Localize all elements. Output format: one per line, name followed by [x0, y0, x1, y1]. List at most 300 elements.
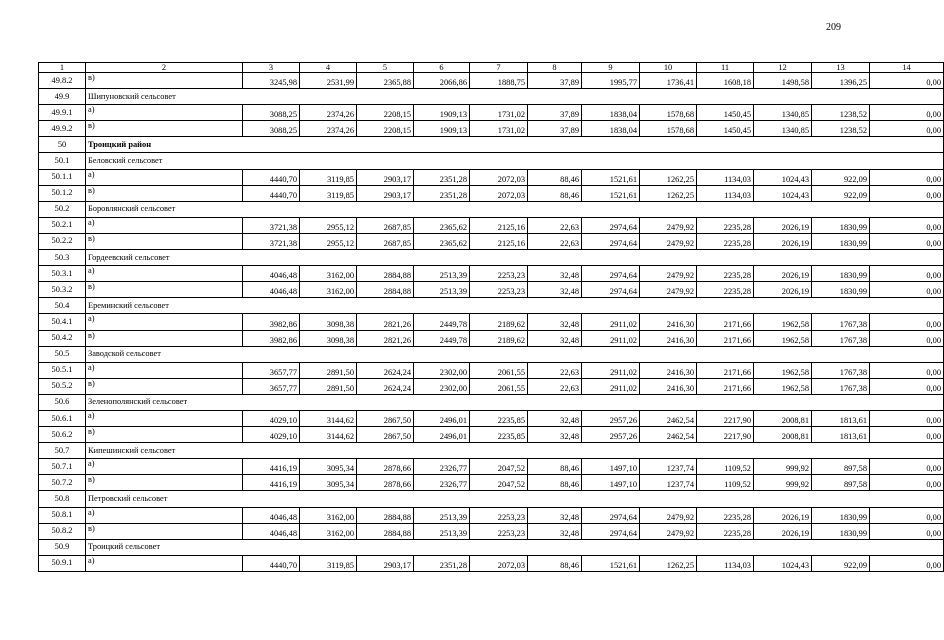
column-number: 9	[582, 63, 640, 73]
value-cell: 2462,54	[640, 410, 697, 426]
value-cell: 3098,38	[300, 330, 357, 346]
district-row	[39, 137, 944, 153]
value-cell: 2867,50	[357, 427, 414, 443]
row-code: 50.4.2	[39, 330, 86, 346]
value-cell: 2496,01	[414, 427, 470, 443]
value-cell: 2235,28	[697, 523, 754, 539]
row-label: а)	[86, 362, 243, 378]
value-cell: 1767,38	[812, 330, 870, 346]
value-cell: 2974,64	[582, 266, 640, 282]
row-code: 49.9	[39, 89, 86, 105]
value-cell: 1109,52	[697, 475, 754, 491]
value-cell: 2891,50	[300, 362, 357, 378]
table-body	[39, 63, 944, 572]
value-cell: 4440,70	[243, 169, 300, 185]
value-cell: 1830,99	[812, 217, 870, 233]
value-cell: 2884,88	[357, 523, 414, 539]
table-row	[39, 523, 944, 539]
value-cell: 2955,12	[300, 233, 357, 249]
value-cell: 2955,12	[300, 217, 357, 233]
value-cell: 2235,28	[697, 266, 754, 282]
council-title: Шипуновский сельсовет	[86, 89, 944, 105]
value-cell: 2208,15	[357, 121, 414, 137]
value-cell: 3162,00	[300, 523, 357, 539]
value-cell: 2903,17	[357, 169, 414, 185]
value-cell: 2462,54	[640, 427, 697, 443]
value-cell: 4416,19	[243, 459, 300, 475]
value-cell: 2479,92	[640, 217, 697, 233]
value-cell: 0,00	[870, 169, 944, 185]
row-code: 50.5.1	[39, 362, 86, 378]
value-cell: 1909,13	[414, 105, 470, 121]
row-code: 50.7.1	[39, 459, 86, 475]
value-cell: 3144,62	[300, 410, 357, 426]
table-row	[39, 121, 944, 137]
value-cell: 4046,48	[243, 523, 300, 539]
value-cell: 1237,74	[640, 459, 697, 475]
value-cell: 2513,39	[414, 507, 470, 523]
council-title: Боровлянский сельсовет	[86, 201, 944, 217]
row-code: 50.1.2	[39, 185, 86, 201]
value-cell: 32,48	[528, 314, 582, 330]
row-code: 50.3.1	[39, 266, 86, 282]
value-cell: 2884,88	[357, 507, 414, 523]
value-cell: 2026,19	[754, 282, 812, 298]
council-title: Троицкий сельсовет	[86, 539, 944, 555]
value-cell: 2326,77	[414, 475, 470, 491]
value-cell: 2416,30	[640, 362, 697, 378]
council-title: Беловский сельсовет	[86, 153, 944, 169]
row-label: в)	[86, 523, 243, 539]
value-cell: 3982,86	[243, 314, 300, 330]
value-cell: 1238,52	[812, 105, 870, 121]
value-cell: 1262,25	[640, 169, 697, 185]
value-cell: 88,46	[528, 555, 582, 571]
row-code: 49.9.2	[39, 121, 86, 137]
council-row	[39, 346, 944, 362]
value-cell: 4046,48	[243, 282, 300, 298]
value-cell: 2911,02	[582, 362, 640, 378]
row-code: 50.2.1	[39, 217, 86, 233]
value-cell: 1024,43	[754, 555, 812, 571]
value-cell: 32,48	[528, 330, 582, 346]
value-cell: 1134,03	[697, 169, 754, 185]
value-cell: 2072,03	[470, 185, 528, 201]
value-cell: 2351,28	[414, 555, 470, 571]
value-cell: 1262,25	[640, 555, 697, 571]
row-code: 50.8.2	[39, 523, 86, 539]
value-cell: 1498,58	[754, 73, 812, 89]
row-label: в)	[86, 330, 243, 346]
value-cell: 2235,28	[697, 282, 754, 298]
value-cell: 897,58	[812, 459, 870, 475]
value-cell: 922,09	[812, 169, 870, 185]
value-cell: 3119,85	[300, 185, 357, 201]
value-cell: 3095,34	[300, 459, 357, 475]
value-cell: 0,00	[870, 217, 944, 233]
council-row	[39, 153, 944, 169]
value-cell: 1521,61	[582, 169, 640, 185]
value-cell: 1813,61	[812, 427, 870, 443]
value-cell: 2479,92	[640, 282, 697, 298]
value-cell: 2189,62	[470, 314, 528, 330]
value-cell: 88,46	[528, 459, 582, 475]
column-number: 10	[640, 63, 697, 73]
value-cell: 1995,77	[582, 73, 640, 89]
value-cell: 2072,03	[470, 169, 528, 185]
value-cell: 2047,52	[470, 475, 528, 491]
value-cell: 2026,19	[754, 507, 812, 523]
value-cell: 2066,86	[414, 73, 470, 89]
table-row	[39, 330, 944, 346]
row-code: 50.9.1	[39, 555, 86, 571]
column-number: 8	[528, 63, 582, 73]
value-cell: 0,00	[870, 427, 944, 443]
value-cell: 1838,04	[582, 105, 640, 121]
value-cell: 1024,43	[754, 169, 812, 185]
value-cell: 0,00	[870, 523, 944, 539]
value-cell: 2513,39	[414, 282, 470, 298]
row-code: 50.2.2	[39, 233, 86, 249]
value-cell: 1237,74	[640, 475, 697, 491]
value-cell: 0,00	[870, 73, 944, 89]
value-cell: 1450,45	[697, 121, 754, 137]
value-cell: 1262,25	[640, 185, 697, 201]
table-row	[39, 217, 944, 233]
council-row	[39, 539, 944, 555]
value-cell: 1888,75	[470, 73, 528, 89]
tariff-table	[38, 62, 944, 572]
value-cell: 37,89	[528, 105, 582, 121]
value-cell: 32,48	[528, 282, 582, 298]
value-cell: 1830,99	[812, 266, 870, 282]
value-cell: 2416,30	[640, 378, 697, 394]
value-cell: 37,89	[528, 73, 582, 89]
row-label: а)	[86, 105, 243, 121]
value-cell: 0,00	[870, 459, 944, 475]
row-code: 50.1	[39, 153, 86, 169]
value-cell: 88,46	[528, 475, 582, 491]
value-cell: 2884,88	[357, 266, 414, 282]
value-cell: 2171,66	[697, 378, 754, 394]
value-cell: 3098,38	[300, 314, 357, 330]
value-cell: 2026,19	[754, 266, 812, 282]
row-code: 50.6.2	[39, 427, 86, 443]
row-label: в)	[86, 282, 243, 298]
value-cell: 2531,99	[300, 73, 357, 89]
district-title: Троицкий район	[86, 137, 944, 153]
value-cell: 1521,61	[582, 555, 640, 571]
value-cell: 922,09	[812, 185, 870, 201]
value-cell: 88,46	[528, 169, 582, 185]
table-row	[39, 459, 944, 475]
value-cell: 2217,90	[697, 427, 754, 443]
value-cell: 2479,92	[640, 507, 697, 523]
row-label: а)	[86, 217, 243, 233]
column-number: 12	[754, 63, 812, 73]
value-cell: 2911,02	[582, 314, 640, 330]
value-cell: 0,00	[870, 105, 944, 121]
value-cell: 1109,52	[697, 459, 754, 475]
value-cell: 2878,66	[357, 459, 414, 475]
value-cell: 3657,77	[243, 378, 300, 394]
row-code: 50.3.2	[39, 282, 86, 298]
value-cell: 2253,23	[470, 282, 528, 298]
value-cell: 2911,02	[582, 330, 640, 346]
value-cell: 1962,58	[754, 378, 812, 394]
column-number: 4	[300, 63, 357, 73]
council-row	[39, 201, 944, 217]
value-cell: 1608,18	[697, 73, 754, 89]
value-cell: 2974,64	[582, 282, 640, 298]
table-header-row	[39, 63, 944, 73]
council-row	[39, 491, 944, 507]
table-row	[39, 282, 944, 298]
table-row	[39, 555, 944, 571]
value-cell: 3095,34	[300, 475, 357, 491]
value-cell: 88,46	[528, 185, 582, 201]
column-number: 14	[870, 63, 944, 73]
value-cell: 3162,00	[300, 266, 357, 282]
value-cell: 3721,38	[243, 233, 300, 249]
value-cell: 2026,19	[754, 217, 812, 233]
value-cell: 2026,19	[754, 523, 812, 539]
row-label: в)	[86, 121, 243, 137]
value-cell: 2302,00	[414, 378, 470, 394]
value-cell: 3982,86	[243, 330, 300, 346]
table-row	[39, 378, 944, 394]
row-label: в)	[86, 378, 243, 394]
value-cell: 1238,52	[812, 121, 870, 137]
value-cell: 2235,28	[697, 217, 754, 233]
column-number: 1	[39, 63, 86, 73]
value-cell: 2821,26	[357, 330, 414, 346]
value-cell: 2351,28	[414, 185, 470, 201]
value-cell: 4029,10	[243, 427, 300, 443]
table-row	[39, 410, 944, 426]
value-cell: 0,00	[870, 410, 944, 426]
value-cell: 2687,85	[357, 217, 414, 233]
column-number: 5	[357, 63, 414, 73]
value-cell: 1731,02	[470, 105, 528, 121]
value-cell: 1767,38	[812, 314, 870, 330]
value-cell: 4416,19	[243, 475, 300, 491]
row-code: 50.6.1	[39, 410, 86, 426]
value-cell: 1024,43	[754, 185, 812, 201]
row-label: а)	[86, 507, 243, 523]
table-row	[39, 169, 944, 185]
value-cell: 2365,88	[357, 73, 414, 89]
value-cell: 22,63	[528, 217, 582, 233]
value-cell: 2253,23	[470, 266, 528, 282]
value-cell: 2072,03	[470, 555, 528, 571]
value-cell: 2026,19	[754, 233, 812, 249]
value-cell: 0,00	[870, 378, 944, 394]
row-code: 50.2	[39, 201, 86, 217]
value-cell: 0,00	[870, 185, 944, 201]
row-code: 49.8.2	[39, 73, 86, 89]
value-cell: 1450,45	[697, 105, 754, 121]
table-row	[39, 427, 944, 443]
value-cell: 4440,70	[243, 185, 300, 201]
column-number: 13	[812, 63, 870, 73]
value-cell: 2235,85	[470, 410, 528, 426]
value-cell: 2235,28	[697, 233, 754, 249]
value-cell: 0,00	[870, 233, 944, 249]
row-label: в)	[86, 185, 243, 201]
value-cell: 2878,66	[357, 475, 414, 491]
value-cell: 37,89	[528, 121, 582, 137]
value-cell: 2513,39	[414, 266, 470, 282]
value-cell: 2253,23	[470, 507, 528, 523]
table-row	[39, 266, 944, 282]
value-cell: 2008,81	[754, 427, 812, 443]
value-cell: 2125,16	[470, 217, 528, 233]
value-cell: 0,00	[870, 330, 944, 346]
value-cell: 2008,81	[754, 410, 812, 426]
value-cell: 1396,25	[812, 73, 870, 89]
value-cell: 0,00	[870, 475, 944, 491]
value-cell: 4046,48	[243, 507, 300, 523]
row-label: а)	[86, 314, 243, 330]
row-label: в)	[86, 427, 243, 443]
row-code: 50.1.1	[39, 169, 86, 185]
value-cell: 2479,92	[640, 233, 697, 249]
page-number: 209	[826, 22, 841, 33]
value-cell: 1830,99	[812, 233, 870, 249]
value-cell: 897,58	[812, 475, 870, 491]
column-number: 6	[414, 63, 470, 73]
value-cell: 2061,55	[470, 378, 528, 394]
council-row	[39, 298, 944, 314]
value-cell: 4046,48	[243, 266, 300, 282]
value-cell: 1830,99	[812, 523, 870, 539]
value-cell: 2047,52	[470, 459, 528, 475]
council-row	[39, 250, 944, 266]
value-cell: 3721,38	[243, 217, 300, 233]
value-cell: 3119,85	[300, 555, 357, 571]
value-cell: 999,92	[754, 475, 812, 491]
value-cell: 2957,26	[582, 410, 640, 426]
value-cell: 2217,90	[697, 410, 754, 426]
value-cell: 2974,64	[582, 217, 640, 233]
value-cell: 2125,16	[470, 233, 528, 249]
table-row	[39, 475, 944, 491]
value-cell: 1731,02	[470, 121, 528, 137]
value-cell: 2302,00	[414, 362, 470, 378]
value-cell: 0,00	[870, 282, 944, 298]
value-cell: 3088,25	[243, 105, 300, 121]
value-cell: 2496,01	[414, 410, 470, 426]
value-cell: 0,00	[870, 314, 944, 330]
column-number: 3	[243, 63, 300, 73]
value-cell: 1962,58	[754, 314, 812, 330]
row-code: 50.5	[39, 346, 86, 362]
value-cell: 1830,99	[812, 282, 870, 298]
value-cell: 32,48	[528, 523, 582, 539]
column-number: 11	[697, 63, 754, 73]
row-code: 50.4.1	[39, 314, 86, 330]
row-code: 50.8	[39, 491, 86, 507]
row-code: 50.4	[39, 298, 86, 314]
council-title: Ереминский сельсовет	[86, 298, 944, 314]
value-cell: 2416,30	[640, 314, 697, 330]
value-cell: 1736,41	[640, 73, 697, 89]
row-code: 50.5.2	[39, 378, 86, 394]
value-cell: 22,63	[528, 378, 582, 394]
row-label: а)	[86, 169, 243, 185]
value-cell: 22,63	[528, 362, 582, 378]
value-cell: 2061,55	[470, 362, 528, 378]
table-row	[39, 233, 944, 249]
column-number: 2	[86, 63, 243, 73]
value-cell: 922,09	[812, 555, 870, 571]
row-code: 50	[39, 137, 86, 153]
table-row	[39, 73, 944, 89]
value-cell: 2374,26	[300, 105, 357, 121]
row-code: 50.8.1	[39, 507, 86, 523]
value-cell: 2513,39	[414, 523, 470, 539]
value-cell: 3657,77	[243, 362, 300, 378]
value-cell: 0,00	[870, 555, 944, 571]
table-row	[39, 362, 944, 378]
value-cell: 1962,58	[754, 330, 812, 346]
value-cell: 3144,62	[300, 427, 357, 443]
value-cell: 1497,10	[582, 459, 640, 475]
value-cell: 22,63	[528, 233, 582, 249]
value-cell: 0,00	[870, 362, 944, 378]
value-cell: 1521,61	[582, 185, 640, 201]
value-cell: 0,00	[870, 266, 944, 282]
value-cell: 2351,28	[414, 169, 470, 185]
value-cell: 1830,99	[812, 507, 870, 523]
value-cell: 1767,38	[812, 378, 870, 394]
table-row	[39, 105, 944, 121]
value-cell: 2903,17	[357, 555, 414, 571]
value-cell: 2253,23	[470, 523, 528, 539]
value-cell: 2416,30	[640, 330, 697, 346]
row-code: 50.6	[39, 394, 86, 410]
value-cell: 2235,85	[470, 427, 528, 443]
row-label: а)	[86, 555, 243, 571]
council-row	[39, 394, 944, 410]
value-cell: 2974,64	[582, 523, 640, 539]
value-cell: 2449,78	[414, 330, 470, 346]
value-cell: 2171,66	[697, 314, 754, 330]
value-cell: 2624,24	[357, 362, 414, 378]
table-row	[39, 314, 944, 330]
value-cell: 1578,68	[640, 121, 697, 137]
value-cell: 2479,92	[640, 523, 697, 539]
value-cell: 2189,62	[470, 330, 528, 346]
row-label: а)	[86, 266, 243, 282]
value-cell: 2235,28	[697, 507, 754, 523]
value-cell: 1578,68	[640, 105, 697, 121]
table-row	[39, 507, 944, 523]
value-cell: 1340,85	[754, 121, 812, 137]
council-title: Петровский сельсовет	[86, 491, 944, 507]
row-code: 50.7	[39, 443, 86, 459]
value-cell: 2449,78	[414, 314, 470, 330]
value-cell: 32,48	[528, 410, 582, 426]
value-cell: 3119,85	[300, 169, 357, 185]
value-cell: 32,48	[528, 427, 582, 443]
value-cell: 3162,00	[300, 282, 357, 298]
value-cell: 2903,17	[357, 185, 414, 201]
value-cell: 2957,26	[582, 427, 640, 443]
value-cell: 2867,50	[357, 410, 414, 426]
value-cell: 1497,10	[582, 475, 640, 491]
